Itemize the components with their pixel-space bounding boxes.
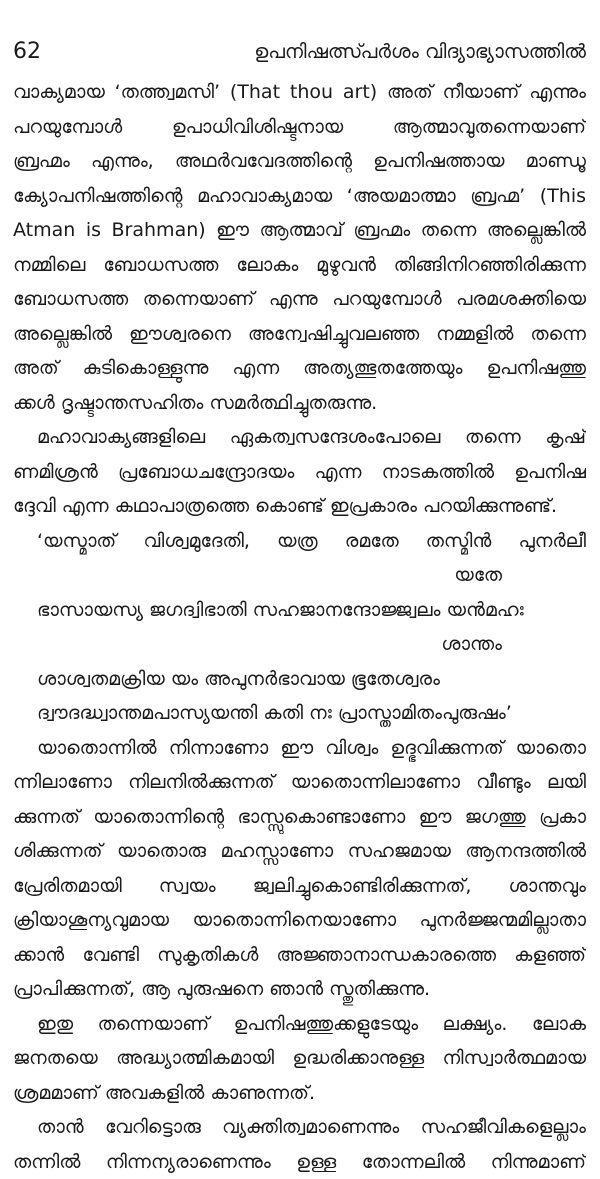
text-line: ണമിശ്രൻ പ്രബോധചന്ദ്രോദയം എന്ന നാടകത്തിൽ ഉപനിഷ — [13, 455, 586, 490]
text-line: ക്കുന്നത് യാതൊന്നിന്റെ ഭാസ്സുകൊണ്ടാണോ ഈ ജഗത്തു പ്രകാ — [13, 800, 586, 835]
text-line: ദ്വൗദദ്ധ്വാന്തമപാസ്യയന്തി കതി നഃ പ്രാസ്താമിതംപുരുഷം’ — [13, 696, 586, 731]
page-number: 62 — [13, 38, 41, 66]
text-line: ബോധസത്ത തന്നെയാണ് എന്നു പറയുമ്പോൾ പരമശക്തിയെ — [13, 282, 586, 317]
text-line: ന്നിലാണോ നിലനിൽക്കുന്നത് യാതൊന്നിലാണോ വീണ്ടും ലയി — [13, 765, 586, 800]
text-line: ഭാസായസ്യ ജഗദ്വിഭാതി സഹജാനന്ദോജ്ജ്വലം യൻമഹഃ — [13, 593, 586, 628]
text-line: ക്കൾ ദൃഷ്ടാന്തസഹിതം സമർത്ഥിച്ചുതരുന്നു. — [13, 386, 586, 421]
text-line: അത് കുടികൊള്ളുന്നു എന്ന അത്യത്ഭുതത്തേയും ഉപനിഷത്തു — [13, 351, 586, 386]
text-line: ശാന്തം — [13, 627, 586, 662]
text-line: യാതൊന്നിൽ നിന്നാണോ ഈ വിശ്വം ഉദ്ഭവിക്കുന്നത് യാതൊ — [13, 731, 586, 766]
text-line: പറയുമ്പോൾ ഉപാധിവിശിഷ്ടനായ ആത്മാവുതന്നെയാണ് — [13, 110, 586, 145]
text-line: നമ്മിലെ ബോധസത്ത ലോകം മുഴുവൻ തിങ്ങിനിറഞ്ഞിരിക്കുന്ന — [13, 248, 586, 283]
text-line: ദ്ദേവി എന്ന കഥാപാത്രത്തെ കൊണ്ട് ഇപ്രകാരം പറയിക്കുന്നുണ്ട്. — [13, 489, 586, 524]
text-line: തന്നിൽ നിന്നന്യരാണെന്നും ഉള്ള തോന്നലിൽ നിന്നുമാണ് — [13, 1145, 586, 1179]
text-line: ജനതയെ അദ്ധ്യാത്മികമായി ഉദ്ധരിക്കാനുള്ള നിസ്വാർത്ഥമായ — [13, 1041, 586, 1076]
text-line: പ്രാപിക്കുന്നത്, ആ പുരുഷനെ ഞാൻ സ്തുതിക്കുന്നു. — [13, 972, 586, 1007]
text-line: വാക്യമായ ‘തത്ത്വമസി’ (That thou art) അത് നീയാണ് എന്നും — [13, 75, 586, 110]
text-line: അല്ലെങ്കിൽ ഈശ്വരനെ അന്വേഷിച്ചുവലഞ്ഞ നമ്മളിൽ തന്നെ — [13, 317, 586, 352]
text-line: ശിക്കുന്നത് യാതൊരു മഹസ്സാണോ സഹജമായ ആനന്ദത്തിൽ — [13, 834, 586, 869]
text-line: ‘യസ്മാത് വിശ്വമുദേതി, യത്ര രമതേ തസ്മിൻ പുനർലീ — [13, 524, 586, 559]
text-line: യതേ — [13, 558, 586, 593]
text-line: ക്കാൻ വേണ്ടി സുകൃതികൾ അജ്ഞാനാന്ധകാരത്തെ കളഞ്ഞ് — [13, 938, 586, 973]
text-line: ക്രിയാശൂന്യവുമായ യാതൊന്നിനെയാണോ പുനർജ്ജന്മമില്ലാതാ — [13, 903, 586, 938]
text-line: ബ്രഹ്മം എന്നും, അഥർവവേദത്തിന്റെ ഉപനിഷത്തായ മാണ്ഡൂ — [13, 144, 586, 179]
text-line: ഇതു തന്നെയാണ് ഉപനിഷത്തുക്കളുടേയും ലക്ഷ്യം. ലോക — [13, 1007, 586, 1042]
text-line: താൻ വേറിട്ടൊരു വ്യക്തിത്വമാണെന്നും സഹജീവികളെല്ലാം — [13, 1110, 586, 1145]
text-line: ക്യോപനിഷത്തിന്റെ മഹാവാക്യമായ ‘അയമാത്മാ ബ്രഹ്മ’ (This — [13, 179, 586, 214]
text-line: ശാശ്വതമക്രിയ യം അപുനർഭാവായ ഭൂതേശ്വരം — [13, 662, 586, 697]
text-line: പ്രേരിതമായി സ്വയം ജ്വലിച്ചുകൊണ്ടിരിക്കുന്നത്, ശാന്തവും — [13, 869, 586, 904]
text-line: മഹാവാക്യങ്ങളിലെ ഏകത്വസന്ദേശംപോലെ തന്നെ കൃഷ് — [13, 420, 586, 455]
text-line: ശ്രമമാണ് അവകളിൽ കാണുന്നത്. — [13, 1076, 586, 1111]
body-text — [13, 75, 586, 1179]
running-head: ഉപനിഷത്സ്പർശം വിദ്യാഭ്യാസത്തിൽ — [254, 38, 586, 66]
page-header — [13, 38, 586, 72]
text-line: Atman is Brahman) ഈ ആത്മാവ് ബ്രഹ്മം തന്നെ അല്ലെങ്കിൽ — [13, 213, 586, 248]
